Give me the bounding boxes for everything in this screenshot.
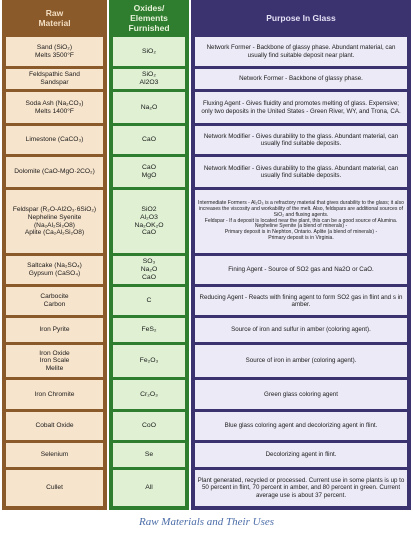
purpose-cell: Source of iron and sulfur in amber (coloring agent). [195, 318, 407, 342]
material-cell: Iron Oxide Iron Scale Melite [6, 345, 103, 377]
material-cell: Dolomite (CaO-MgO·2CO₂) [6, 157, 103, 187]
material-cell: Carbocite Carbon [6, 287, 103, 315]
material-cell: Cullet [6, 470, 103, 506]
material-cell: Feldspar (R₂O-Al2O₃·6SiO₂) Nepheline Syenite (Na₂Al₂Si₂O8) Aplite (Ca₂Al₂Si₂O8) [6, 190, 103, 253]
material-cell: Limestone (CaCO₃) [6, 126, 103, 154]
header-oxides: Oxides/ Elements Furnished [128, 3, 170, 33]
purpose-cell: Network Former - Backbone of glassy phase. [195, 69, 407, 89]
purpose-cell: Fluxing Agent - Gives fluidity and promotes melting of glass. Expensive; only two deposits in the United States - Green River, WY, and Trona, CA. [195, 92, 407, 123]
material-cell: Cobalt Oxide [6, 412, 103, 440]
column-raw-material [2, 0, 107, 510]
purpose-cell: Green glass coloring agent [195, 380, 407, 409]
oxides-cell: SO₃ Na₂O CaO [113, 256, 185, 284]
oxides-cell: SiO₂ [113, 37, 185, 66]
material-cell: Sand (SiO₂) Melts 3500°F [6, 37, 103, 66]
oxides-cell: Cr₂O₃ [113, 380, 185, 409]
purpose-cell: Fining Agent - Source of SO2 gas and Na2O or CaO. [195, 256, 407, 284]
oxides-cell: FeS₂ [113, 318, 185, 342]
purpose-cell: Blue glass coloring agent and decolorizing agent in flint. [195, 412, 407, 440]
purpose-cell: Network Former - Backbone of glassy phase. Abundant material, can usually find suitable deposit near plant. [195, 37, 407, 66]
purpose-cell: Source of iron in amber (coloring agent). [195, 345, 407, 377]
material-cell: Soda Ash (Na₂CO₃) Melts 1400°F [6, 92, 103, 123]
purpose-cell: Network Modifier - Gives durability to the glass. Abundant material, can usually find suitable deposits. [195, 157, 407, 187]
oxides-cell: CaO MgO [113, 157, 185, 187]
oxides-cell: SiO₂ Al2O3 [113, 69, 185, 89]
material-cell: Iron Pyrite [6, 318, 103, 342]
purpose-cell: Intermediate Formers - Al₂O₃ is a refractory material that gives durability to the glass; it also increases the viscosity and workability of the melt. Also, feldspars are additional sources of SiO₂ and fluxing agents. Feldspar - If a deposit is located near the plant, this can be a good source of Alumina. Nepheline Syenite (a blend of minerals) - Primary deposit is in Nephton, Ontario. Aplite (a blend of minerals) - Primary deposit is in Virginia. [195, 190, 407, 253]
column-purpose [191, 0, 411, 510]
header-purpose: Purpose In Glass [266, 13, 336, 23]
oxides-cell: Na₂O [113, 92, 185, 123]
materials-table [2, 0, 411, 510]
oxides-cell: CoO [113, 412, 185, 440]
oxides-cell: Se [113, 443, 185, 467]
material-cell: Selenium [6, 443, 103, 467]
material-cell: Iron Chromite [6, 380, 103, 409]
purpose-cell: Network Modifier - Gives durability to the glass. Abundant material, can usually find suitable deposits. [195, 126, 407, 154]
purpose-cell: Reducing Agent - Reacts with fining agent to form SO2 gas in flint and s in amber. [195, 287, 407, 315]
column-oxides [109, 0, 189, 510]
oxides-cell: SiO2 Al₂O3 Na₂OK₂O CaO [113, 190, 185, 253]
oxides-cell: Fe₂O₃ [113, 345, 185, 377]
header-raw-material: Raw Material [38, 8, 71, 28]
table-caption: Raw Materials and Their Uses [138, 516, 275, 528]
purpose-cell: Plant generated, recycled or processed. Current use in some plants is up to 50 percent in flint, 70 percent in amber, and 80 percent in green. Current average use is about 37 percent. [195, 470, 407, 506]
purpose-cell: Decolorizing agent in flint. [195, 443, 407, 467]
material-cell: Saltcake (Na₂SO₄) Gypsum (CaSO₄) [6, 256, 103, 284]
oxides-cell: All [113, 470, 185, 506]
oxides-cell: CaO [113, 126, 185, 154]
oxides-cell: C [113, 287, 185, 315]
material-cell: Feldspathic Sand Sandspar [6, 69, 103, 89]
